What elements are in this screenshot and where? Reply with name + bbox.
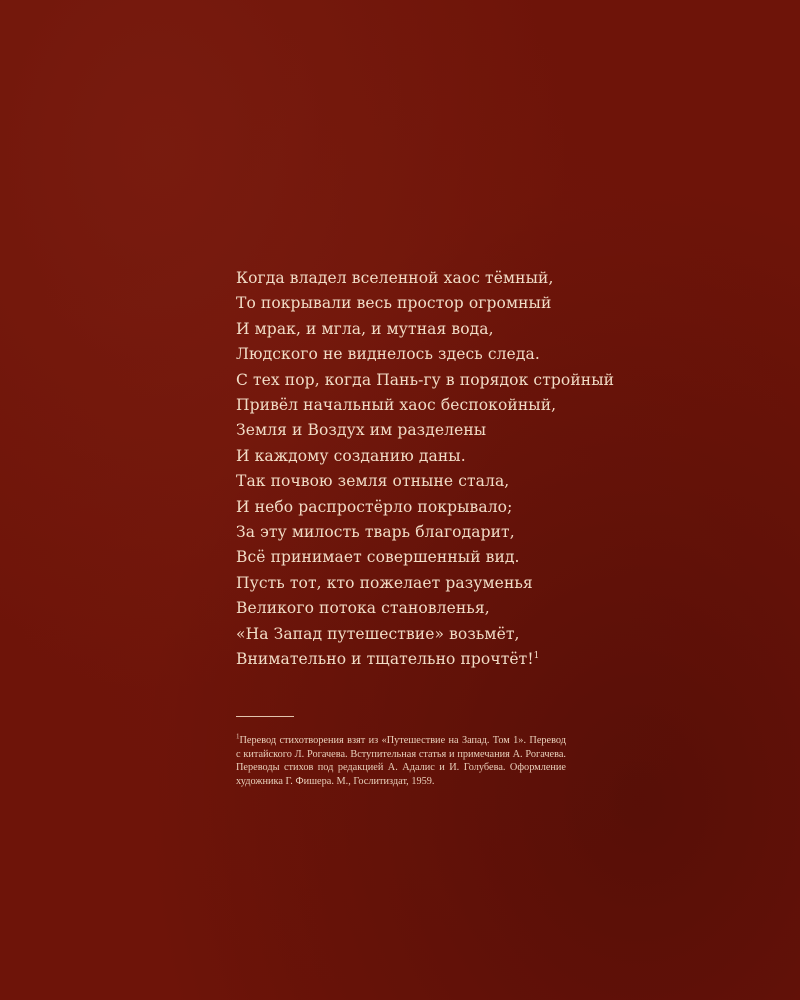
footnote-reference[interactable]: 1 [533, 650, 540, 661]
poem-line: Пусть тот, кто пожелает разуменья [236, 573, 533, 592]
poem-line: «На Запад путешествие» возьмёт, [236, 624, 520, 643]
footnote-number: 1 [236, 732, 240, 741]
poem-line: И каждому созданию даны. [236, 446, 466, 465]
footnote-divider [236, 716, 294, 717]
poem-line: С тех пор, когда Пань-гу в порядок стройный [236, 370, 615, 389]
poem-line: Привёл начальный хаос беспокойный, [236, 396, 557, 415]
poem-line: И мрак, и мгла, и мутная вода, [236, 319, 494, 338]
poem-line: Земля и Воздух им разделены [236, 421, 487, 440]
poem-line: Когда владел вселенной хаос тёмный, [236, 269, 554, 287]
footnote [236, 734, 566, 788]
poem-line: Людского не виднелось здесь следа. [236, 345, 540, 364]
poem-line: За эту милость тварь благодарит, [236, 523, 515, 542]
poem-line: То покрывали весь простор огромный [236, 294, 552, 313]
footnote-text: Перевод стихотворения взят из «Путешествие на Запад. Том 1». Перевод с китайского Л. Рогачева. Вступительная статья и примечания А. Рогачева. Переводы стихов под редакцией А. Адалис и И. Голубева. Оформление художника Г. Фишера. М., Гослитиздат, 1959. [236, 735, 566, 788]
poem-line: Великого потока становленья, [236, 599, 490, 618]
poem-line: Внимательно и тщательно прочтёт!$^1$ [236, 650, 540, 669]
poem-line: И небо распростёрло покрывало; [236, 497, 513, 516]
poem-line: Всё принимает совершенный вид. [236, 548, 520, 567]
poem [236, 266, 656, 673]
poem-line: Так почвою земля отныне стала, [236, 472, 510, 491]
